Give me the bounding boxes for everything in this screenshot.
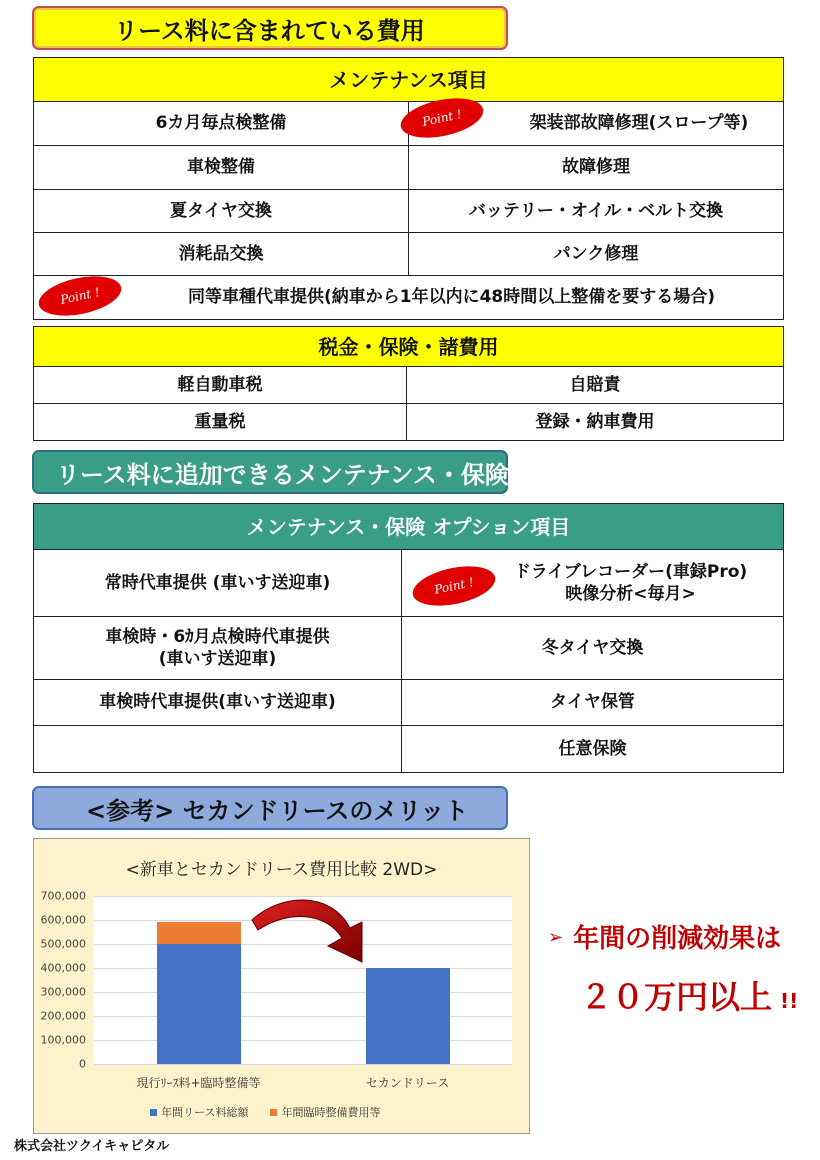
options-cell-line: 映像分析<毎月> [565,584,696,604]
point-badge-text: Point ! [421,107,463,129]
y-tick-label: 700,000 [40,889,86,903]
chart-legend [150,1104,380,1120]
options-cell: タイヤ保管 [402,680,784,726]
chart-bar [157,944,241,1064]
exclamation-icon: !! [780,989,799,1013]
section-title-included-costs [32,6,508,50]
tax-header: 税金・保険・諸費用 [34,327,784,367]
callout-amount: ２０万円以上 [580,978,773,1016]
maintenance-cell-highlight: 架装部故障修理(スロープ等) [409,102,784,146]
callout-line1 [548,918,781,955]
point-badge-text: Point ! [433,575,475,597]
maintenance-cell: 夏タイヤ交換 [34,190,409,233]
chart-bar [157,922,241,944]
y-tick-label: 100,000 [40,1033,86,1047]
maintenance-cell: 故障修理 [409,146,784,190]
options-table [33,503,784,773]
options-cell: 冬タイヤ交換 [402,617,784,680]
maintenance-cell: 6カ月毎点検整備 [34,102,409,146]
maintenance-header: メンテナンス項目 [34,58,784,102]
maintenance-cell: バッテリー・オイル・ベルト交換 [409,190,784,233]
options-cell [34,617,402,680]
maintenance-full-row: 同等車種代車提供(納車から1年以内に48時間以上整備を要する場合) [34,276,784,320]
legend-item [270,1104,380,1120]
maintenance-table [33,57,784,320]
legend-item [150,1104,248,1120]
maintenance-cell: パンク修理 [409,233,784,276]
maintenance-cell: 車検整備 [34,146,409,190]
x-tick-label: 現行ﾘｰｽ料+臨時整備等 [136,1076,261,1090]
options-cell: 車検時代車提供(車いす送迎車) [34,680,402,726]
y-tick-label: 500,000 [40,937,86,951]
legend-swatch [270,1109,277,1116]
section-title-text: リース料に含まれている費用 [114,16,425,45]
section-title-reference [32,786,508,830]
tax-cell: 自賠責 [407,367,784,404]
options-cell: 常時代車提供 (車いす送迎車) [34,550,402,617]
maintenance-cell: 消耗品交換 [34,233,409,276]
company-name: 株式会社ツクイキャピタル [14,1139,170,1154]
tax-cell: 登録・納車費用 [407,404,784,441]
options-cell-empty [34,726,402,773]
callout-line2 [580,972,798,1018]
section-title-text: <参考> セカンドリースのメリット [86,796,469,825]
y-tick-label: 300,000 [40,985,86,999]
legend-label: 年間リース料総額 [161,1106,249,1119]
chart-gridline [94,1064,512,1065]
chart-bar [366,968,450,1064]
options-header: メンテナンス・保険 オプション項目 [34,504,784,550]
section-title-optional [32,450,508,494]
y-tick-label: 400,000 [40,961,86,975]
legend-label: 年間臨時整備費用等 [281,1106,381,1119]
tax-table [33,326,784,441]
options-cell-line: (車いす送迎車) [158,649,277,669]
y-tick-label: 0 [79,1057,86,1071]
options-cell: 任意保険 [402,726,784,773]
arrow-icon [250,890,380,970]
callout-text: 年間の削減効果は [573,924,782,954]
point-badge-text: Point ! [59,285,101,307]
section-title-text: リース料に追加できるメンテナンス・保険 [56,460,509,489]
chart-title: <新車とセカンドリース費用比較 2WD> [125,860,438,880]
y-tick-label: 200,000 [40,1009,86,1023]
x-tick-label: セカンドリース [365,1076,450,1090]
legend-swatch [150,1109,157,1116]
options-cell-line: 車検時・6ｶ月点検時代車提供 [105,626,330,647]
bullet-icon: ➢ [548,927,564,948]
y-tick-label: 600,000 [40,913,86,927]
options-cell-line: ドライブレコーダー(車録Pro) [513,561,748,582]
tax-cell: 重量税 [34,404,407,441]
tax-cell: 軽自動車税 [34,367,407,404]
